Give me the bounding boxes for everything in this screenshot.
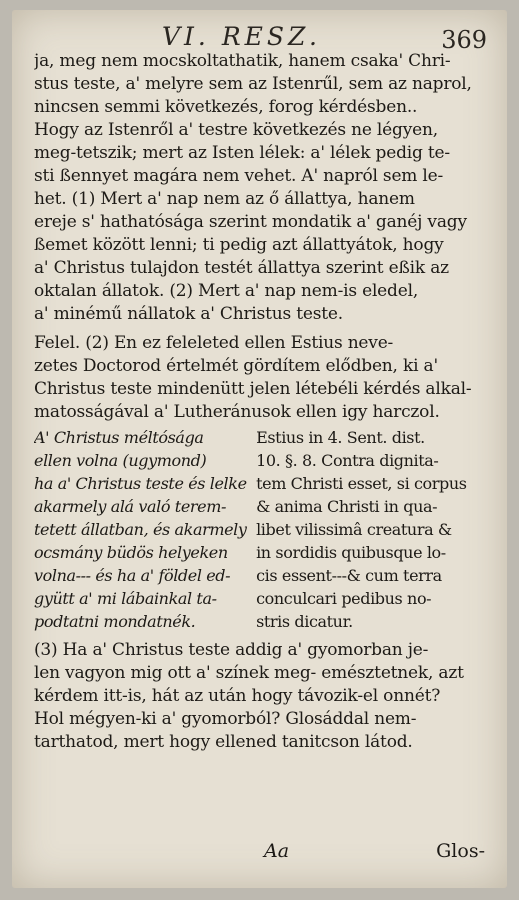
paragraph-1 xyxy=(34,50,494,326)
text-line: len vagyon mig ott a' színek meg- emésztetnek, azt xyxy=(34,663,464,683)
text-line: volna--- és ha a' földel ed- xyxy=(34,566,231,585)
page-number: 369 xyxy=(441,26,487,54)
text-line: & anima Christi in qua- xyxy=(256,497,438,516)
page-body xyxy=(34,50,494,754)
paragraph-2 xyxy=(34,332,494,424)
text-line: 10. §. 8. Contra dignita- xyxy=(256,451,439,470)
text-line: podtatni mondatnék. xyxy=(34,612,196,631)
text-line: zetes Doctorod értelmét gördítem elődben, ki a' xyxy=(34,356,438,376)
text-line: gyütt a' mi lábainkal ta- xyxy=(34,589,217,608)
text-line: in sordidis quibusque lo- xyxy=(256,543,446,562)
text-line: ja, meg nem mocskoltathatik, hanem csaka' Chri- xyxy=(34,51,451,71)
two-column-quote xyxy=(34,426,494,633)
text-line: Hol mégyen-ki a' gyomorból? Glosáddal nem- xyxy=(34,709,417,729)
text-line: Estius in 4. Sent. dist. xyxy=(256,428,425,447)
text-line: sti ßennyet magára nem vehet. A' napról sem le- xyxy=(34,166,444,186)
text-line: oktalan állatok. (2) Mert a' nap nem-is eledel, xyxy=(34,281,419,301)
text-line: ocsmány büdös helyeken xyxy=(34,543,228,562)
text-line: ereje s' hathatósága szerint mondatik a' ganéj vagy xyxy=(34,212,467,232)
hungarian-column xyxy=(34,426,252,633)
text-line: cis essent---& cum terra xyxy=(256,566,442,585)
text-line: stris dicatur. xyxy=(256,612,353,631)
book-page xyxy=(12,10,507,888)
text-line: tem Christi esset, si corpus xyxy=(256,474,467,493)
text-line: kérdem itt-is, hát az után hogy távozik-el onnét? xyxy=(34,686,441,706)
text-line: a' Christus tulajdon testét állattya szerint eßik az xyxy=(34,258,449,278)
text-line: (3) Ha a' Christus teste addig a' gyomorban je- xyxy=(34,640,429,660)
text-line: conculcari pedibus no- xyxy=(256,589,432,608)
paragraph-3 xyxy=(34,639,494,754)
text-line: Hogy az Istenről a' testre következés ne légyen, xyxy=(34,120,438,140)
text-line: het. (1) Mert a' nap nem az ő állattya, hanem xyxy=(34,189,415,209)
text-line: Felel. (2) En ez feleleted ellen Estius neve- xyxy=(34,333,394,353)
catchword: Glos- xyxy=(436,840,485,862)
text-line: tarthatod, mert hogy ellened tanitcson látod. xyxy=(34,732,413,752)
text-line: ßemet között lenni; ti pedig azt állattyátok, hogy xyxy=(34,235,444,255)
text-line: matosságával a' Lutheránusok ellen igy harczol. xyxy=(34,402,440,422)
text-line: ellen volna (ugymond) xyxy=(34,451,207,470)
text-line: stus teste, a' melyre sem az Istenrűl, sem az naprol, xyxy=(34,74,472,94)
text-line: a' minémű nállatok a' Christus teste. xyxy=(34,304,343,324)
text-line: Christus teste mindenütt jelen létebéli kérdés alkal- xyxy=(34,379,472,399)
text-line: nincsen semmi következés, forog kérdésben.. xyxy=(34,97,418,117)
text-line: A' Christus méltósága xyxy=(34,428,204,447)
text-line: akarmely alá való terem- xyxy=(34,497,226,516)
text-line: meg-tetszik; mert az Isten lélek: a' lélek pedig te- xyxy=(34,143,450,163)
signature-mark: Aa xyxy=(264,840,290,862)
latin-column xyxy=(252,426,494,633)
text-line: tetett állatban, és akarmely xyxy=(34,520,247,539)
page-footer xyxy=(34,838,485,868)
chapter-title: VI. RESZ. xyxy=(162,22,321,51)
text-line: ha a' Christus teste és lelke xyxy=(34,474,247,493)
text-line: libet vilissimâ creatura & xyxy=(256,520,452,539)
